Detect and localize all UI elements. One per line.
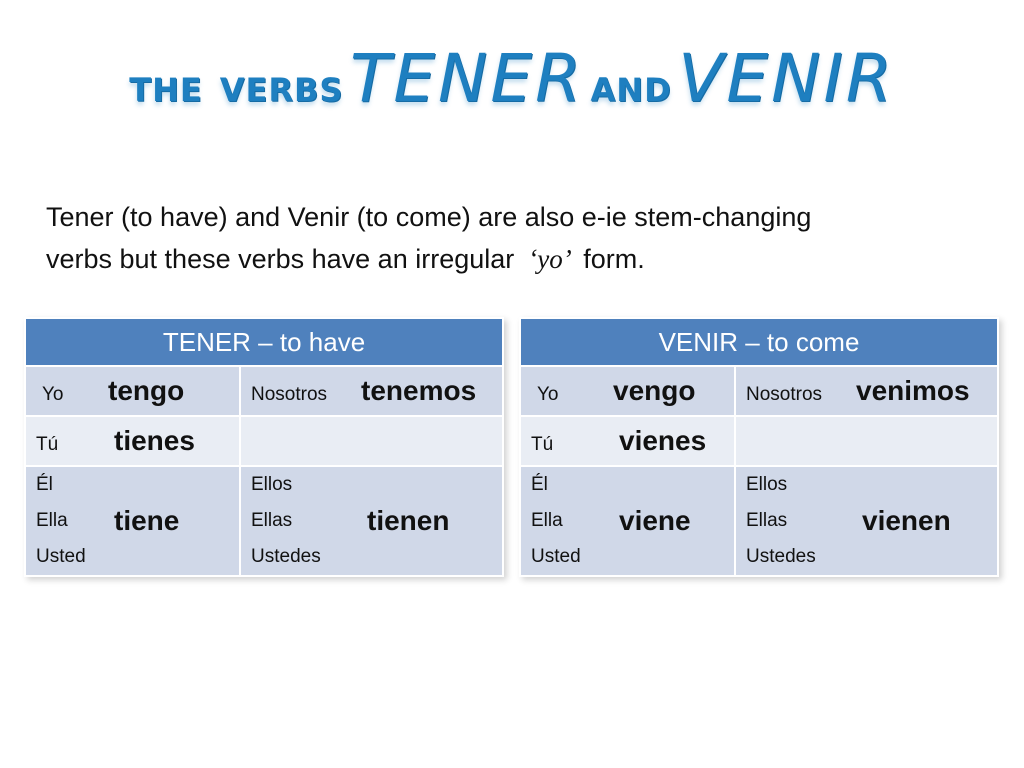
form-tenemos: tenemos — [361, 375, 477, 406]
pronoun-yo: Yo — [42, 384, 64, 405]
form-tengo: tengo — [108, 375, 185, 406]
intro-line-2-start: verbs but these verbs have an irregular — [46, 244, 515, 274]
table-row — [26, 467, 502, 575]
pronoun-nosotros: Nosotros — [746, 384, 823, 405]
pronoun-yo: Yo — [537, 384, 559, 405]
pronoun-ustedes: Ustedes — [746, 546, 816, 567]
venir-empty-cell — [736, 417, 997, 465]
tener-empty-cell — [241, 417, 502, 465]
pronoun-ellos: Ellos — [251, 474, 293, 495]
pronoun-usted: Usted — [36, 546, 86, 567]
venir-tu-cell — [521, 417, 734, 465]
venir-el-cell — [521, 467, 734, 575]
form-venimos: venimos — [856, 375, 970, 406]
pronoun-usted: Usted — [531, 546, 581, 567]
pronoun-ellos: Ellos — [746, 474, 788, 495]
form-viene: viene — [619, 505, 691, 536]
tener-ellos-cell — [241, 467, 502, 575]
title-part-2: and — [590, 58, 672, 112]
tener-table-header: TENER – to have — [26, 319, 502, 365]
tener-nosotros-cell — [241, 367, 502, 415]
tener-el-cell — [26, 467, 239, 575]
form-tiene: tiene — [114, 505, 180, 536]
tener-tu-cell — [26, 417, 239, 465]
pronoun-ellas: Ellas — [251, 510, 293, 531]
table-row — [521, 367, 997, 415]
pronoun-ellas: Ellas — [746, 510, 788, 531]
table-row — [521, 467, 997, 575]
pronoun-el: Él — [531, 474, 548, 495]
title-verb-venir: VENIR — [678, 40, 895, 117]
venir-conjugation-table — [519, 317, 999, 577]
title-verb-tener: TENER — [350, 40, 584, 117]
venir-nosotros-cell — [736, 367, 997, 415]
table-row — [521, 417, 997, 465]
pronoun-ustedes: Ustedes — [251, 546, 321, 567]
form-tienen: tienen — [367, 505, 450, 536]
pronoun-tu: Tú — [36, 434, 59, 455]
form-vienes: vienes — [619, 425, 707, 456]
venir-yo-cell — [521, 367, 734, 415]
tener-conjugation-table — [24, 317, 504, 577]
pronoun-ella: Ella — [531, 510, 563, 531]
venir-ellos-cell — [736, 467, 997, 575]
intro-line-2 — [46, 238, 986, 280]
table-row — [26, 417, 502, 465]
title-part-1: the verbs — [129, 58, 344, 112]
slide-title — [0, 40, 1024, 117]
intro-text — [46, 196, 986, 280]
table-row — [26, 367, 502, 415]
form-tienes: tienes — [114, 425, 195, 456]
intro-line-2-end: form. — [583, 244, 645, 274]
pronoun-tu: Tú — [531, 434, 554, 455]
form-vengo: vengo — [613, 375, 696, 406]
venir-table-header: VENIR – to come — [521, 319, 997, 365]
intro-line-1: Tener (to have) and Venir (to come) are also e-ie stem-changing — [46, 202, 812, 232]
pronoun-ella: Ella — [36, 510, 68, 531]
tener-yo-cell — [26, 367, 239, 415]
pronoun-nosotros: Nosotros — [251, 384, 328, 405]
pronoun-el: Él — [36, 474, 53, 495]
form-vienen: vienen — [862, 505, 951, 536]
intro-yo: ‘yo’ — [528, 244, 572, 274]
